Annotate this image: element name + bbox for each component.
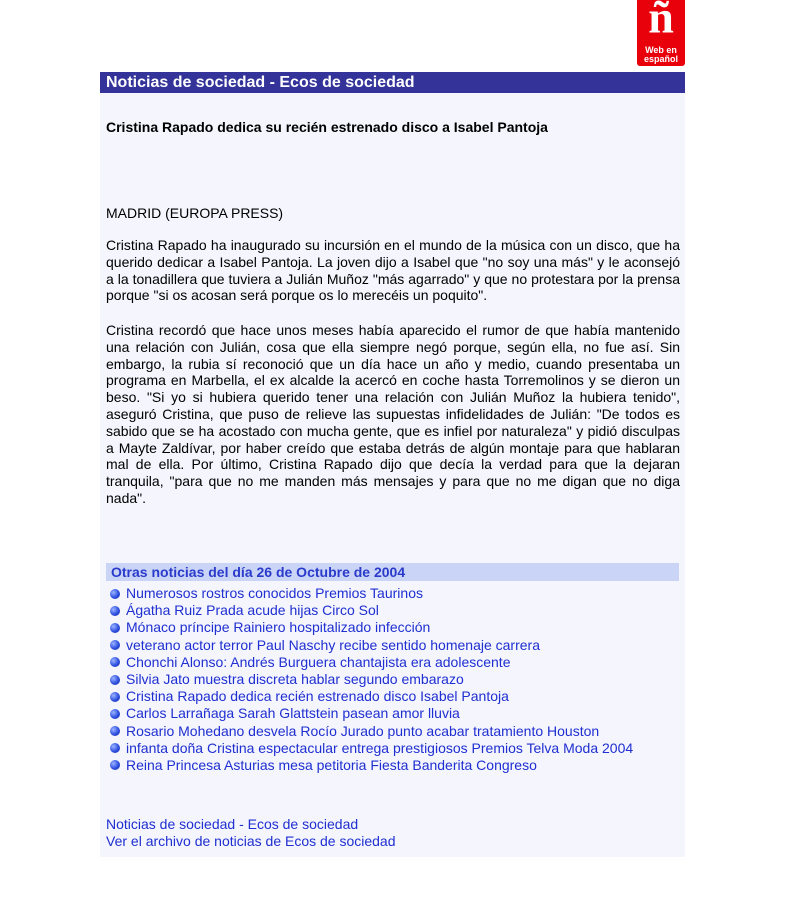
article-paragraph-2: Cristina recordó que hace unos meses había aparecido el rumor de que había mantenido una relación con Julián, cosa que ella siempre negó porque, según ella, no fue así. Sin embargo, la rubia sí reconoció que un día hace un año y medio, cuando presentaba un programa en Marbella, el ex alcalde la acercó en coche hasta Torremolinos y se dieron un beso. "Si yo si hubiera querido tener una relación con Julián Muñoz la hubiera tenido", aseguró Cristina, que puso de relieve las supuestas infidelidades de Julián: "De todos es sabido que se ha acostado con mucha gente, que es infiel por naturaleza" y pidió disculpas a Mayte Zaldívar, por haber creído que estaba detrás de algún montaje para que hablaran mal de ella. Por último, Cristina Rapado dijo que decía la verdad para que la dejaran tranquila, "para que no me manden más mensajes y para que no me digan que no diga nada". bbox=[106, 322, 680, 506]
news-link[interactable]: Chonchi Alonso: Andrés Burguera chantajista era adolescente bbox=[126, 653, 511, 670]
bullet-icon bbox=[110, 726, 120, 736]
list-item bbox=[110, 723, 685, 740]
bullet-icon bbox=[110, 623, 120, 633]
list-item bbox=[110, 619, 685, 636]
bullet-icon bbox=[110, 743, 120, 753]
article-dateline: MADRID (EUROPA PRESS) bbox=[106, 205, 284, 221]
article-paragraph-1: Cristina Rapado ha inaugurado su incursión en el mundo de la música con un disco, que ha querido dedicar a Isabel Pantoja. La joven dijo a Isabel que "no soy una más" y le aconsejó a la tonadillera que tuviera a Julián Muñoz "más agarrado" y que no protestara por la prensa porque "si os acosan será porque os lo merecéis un poquito". bbox=[106, 237, 680, 304]
section-title: Noticias de sociedad - Ecos de sociedad bbox=[100, 72, 685, 93]
other-news-title: Otras noticias del día 26 de Octubre de 2004 bbox=[106, 563, 679, 581]
web-en-espanol-logo[interactable] bbox=[637, 0, 685, 66]
logo-caption bbox=[637, 46, 685, 64]
list-item bbox=[110, 671, 685, 688]
bullet-icon bbox=[110, 709, 120, 719]
bullet-icon bbox=[110, 589, 120, 599]
section-link[interactable]: Noticias de sociedad - Ecos de sociedad bbox=[106, 816, 359, 832]
logo-caption-line1: Web en bbox=[645, 45, 677, 55]
bullet-icon bbox=[110, 640, 120, 650]
main-content bbox=[100, 72, 685, 857]
list-item bbox=[110, 654, 685, 671]
list-item bbox=[110, 757, 685, 774]
bullet-icon bbox=[110, 692, 120, 702]
logo-glyph: ñ bbox=[637, 0, 685, 40]
list-item bbox=[110, 637, 685, 654]
bullet-icon bbox=[110, 657, 120, 667]
list-item bbox=[110, 688, 685, 705]
news-link[interactable]: Ágatha Ruiz Prada acude hijas Circo Sol bbox=[126, 602, 379, 619]
footer-links bbox=[106, 816, 396, 850]
other-news-list bbox=[110, 585, 685, 774]
archive-link[interactable]: Ver el archivo de noticias de Ecos de sociedad bbox=[106, 833, 396, 849]
news-link[interactable]: Rosario Mohedano desvela Rocío Jurado punto acabar tratamiento Houston bbox=[126, 722, 600, 739]
list-item bbox=[110, 705, 685, 722]
news-link[interactable]: Mónaco príncipe Rainiero hospitalizado infección bbox=[126, 619, 431, 636]
news-link[interactable]: Silvia Jato muestra discreta hablar segundo embarazo bbox=[126, 670, 464, 687]
list-item bbox=[110, 740, 685, 757]
bullet-icon bbox=[110, 760, 120, 770]
news-link[interactable]: veterano actor terror Paul Naschy recibe sentido homenaje carrera bbox=[126, 636, 540, 653]
bullet-icon bbox=[110, 606, 120, 616]
logo-caption-line2: español bbox=[643, 54, 678, 64]
news-link[interactable]: infanta doña Cristina espectacular entrega prestigiosos Premios Telva Moda 2004 bbox=[126, 739, 634, 756]
bullet-icon bbox=[110, 675, 120, 685]
news-link[interactable]: Carlos Larrañaga Sarah Glattstein pasean amor lluvia bbox=[126, 705, 460, 722]
list-item bbox=[110, 602, 685, 619]
news-link[interactable]: Cristina Rapado dedica recién estrenado disco Isabel Pantoja bbox=[126, 688, 509, 705]
news-link[interactable]: Numerosos rostros conocidos Premios Taurinos bbox=[126, 585, 423, 601]
news-link[interactable]: Reina Princesa Asturias mesa petitoria Fiesta Banderita Congreso bbox=[126, 756, 537, 773]
list-item bbox=[110, 585, 685, 602]
article-headline: Cristina Rapado dedica su recién estrenado disco a Isabel Pantoja bbox=[106, 119, 548, 135]
